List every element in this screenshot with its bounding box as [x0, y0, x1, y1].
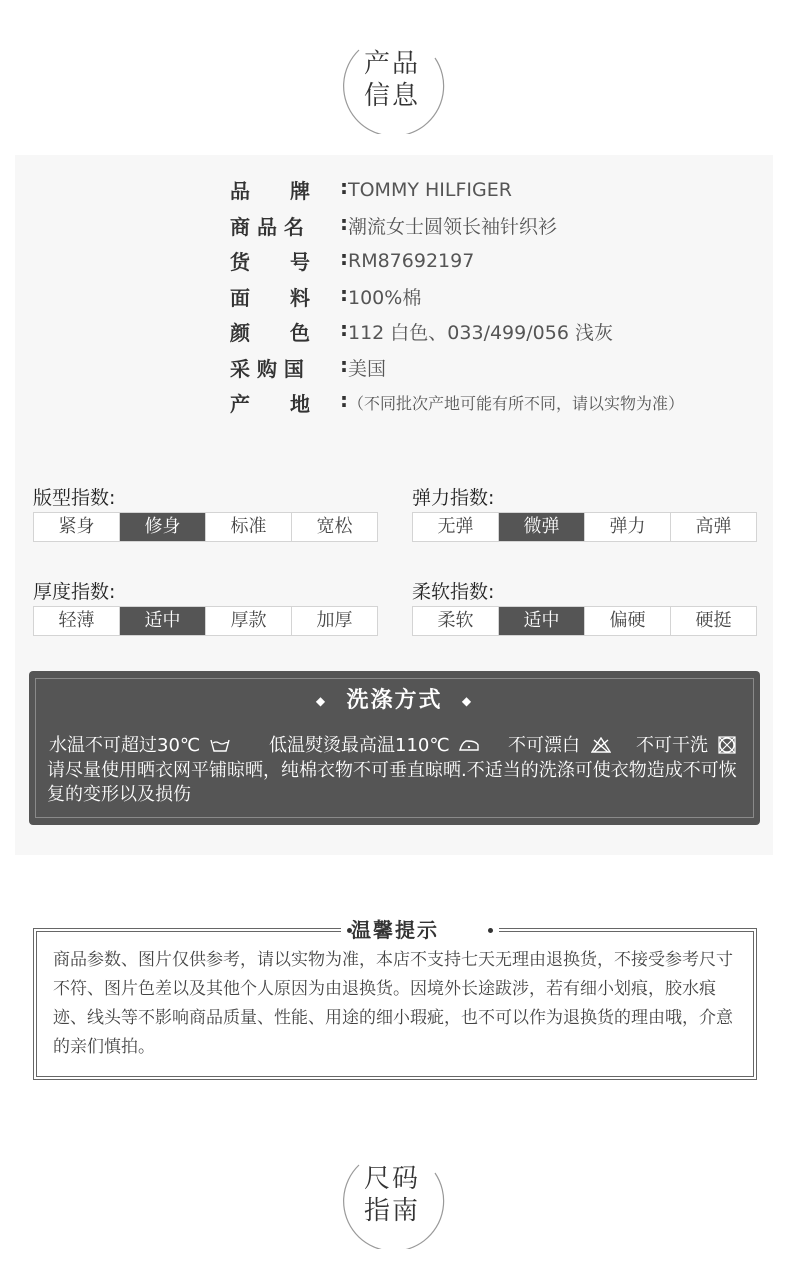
index-title: 柔软指数: — [412, 581, 495, 603]
index-option: 厚款 — [206, 607, 292, 635]
tips-box — [33, 928, 757, 1080]
index-option: 加厚 — [316, 610, 353, 631]
index-option: 紧身 — [34, 513, 120, 541]
info-value: （不同批次产地可能有所不同，请以实物为准） — [348, 394, 685, 414]
index-title: 厚度指数: — [33, 581, 116, 603]
wash-30-icon — [210, 738, 230, 752]
info-value: 美国 — [348, 357, 387, 380]
washing-panel — [29, 671, 760, 825]
tips-text: 商品参数、图片仅供参考，请以实物为准，本店不支持七天无理由退换货，不接受参考尺寸不符、图片色差以及其他个人原因为由退换货。因境外长途跋涉，若有细小划痕，胶水痕迹、线头等不影响商品质量、性能、用途的细小瑕疵，也不可以作为退换货的理由哦，介意的亲们慎拍。 — [53, 950, 733, 1057]
info-label: 面 料 — [230, 285, 310, 310]
index-option: 适中 — [120, 607, 206, 635]
tips-title: 温馨提示 — [351, 918, 439, 942]
info-row-origin: 产 地 : （不同批次产地可能有所不同，请以实物为准） — [230, 388, 685, 417]
index-option: 无弹 — [413, 513, 499, 541]
info-value: TOMMY HILFIGER — [348, 178, 512, 201]
index-option: 柔软 — [413, 607, 499, 635]
care-item: 不可漂白 — [508, 731, 611, 757]
product-info-heading — [339, 28, 445, 134]
index-option: 弹力 — [585, 513, 671, 541]
no-bleach-icon — [591, 737, 611, 753]
info-row-color: 颜 色 : 112 白色、033/499/056 浅灰 — [230, 317, 613, 346]
index-option: 偏硬 — [585, 607, 671, 635]
index-scale — [33, 606, 378, 636]
info-row-brand: 品 牌 : TOMMY HILFIGER — [230, 175, 512, 204]
info-label: 货 号 — [230, 250, 310, 275]
care-item: 水温不可超过30℃ — [49, 731, 230, 757]
index-scale — [412, 606, 757, 636]
index-scale — [33, 512, 378, 542]
info-value: 112 白色、033/499/056 浅灰 — [348, 322, 613, 345]
info-row-name: 商 品 名 : 潮流女士圆领长袖针织衫 — [230, 210, 558, 239]
index-option: 微弹 — [499, 513, 585, 541]
info-label: 品 牌 — [230, 179, 310, 204]
info-value: RM87692197 — [348, 249, 475, 272]
info-label: 商 品 名 — [230, 214, 304, 239]
info-row-fabric: 面 料 : 100%棉 — [230, 281, 422, 310]
product-info-list — [230, 172, 684, 421]
washing-note: 请尽量使用晒衣网平铺晾晒，纯棉衣物不可垂直晾晒.不适当的洗涤可使衣物造成不可恢复的变形以及损伤 — [47, 760, 737, 805]
index-option: 适中 — [499, 607, 585, 635]
info-row-sku: 货 号 : RM87692197 — [230, 246, 475, 275]
index-scale — [412, 512, 757, 542]
softness-index — [412, 577, 757, 636]
heading-line2: 信息 — [363, 81, 420, 111]
info-label: 颜 色 — [230, 321, 310, 346]
iron-low-icon — [458, 738, 480, 752]
no-dryclean-icon — [718, 736, 736, 754]
heading-line2: 指南 — [363, 1196, 420, 1226]
heading-line1: 尺码 — [363, 1164, 420, 1194]
info-row-country: 采 购 国 : 美国 — [230, 352, 387, 381]
index-title: 弹力指数: — [412, 487, 495, 509]
info-label: 采 购 国 — [230, 356, 304, 381]
index-title: 版型指数: — [33, 487, 116, 509]
index-option: 高弹 — [695, 516, 732, 537]
info-value: 100%棉 — [348, 286, 422, 309]
care-item: 低温熨烫最高温110℃ — [269, 731, 480, 757]
index-option: 标准 — [206, 513, 292, 541]
fit-index — [33, 483, 378, 542]
thickness-index — [33, 577, 378, 636]
info-value: 潮流女士圆领长袖针织衫 — [348, 215, 558, 238]
index-option: 宽松 — [316, 516, 353, 537]
elastic-index — [412, 483, 757, 542]
size-guide-heading — [339, 1143, 445, 1249]
washing-title: ◆ 洗涤方式 ◆ — [315, 688, 474, 713]
index-option: 修身 — [120, 513, 206, 541]
index-option: 轻薄 — [34, 607, 120, 635]
index-option: 硬挺 — [695, 610, 732, 631]
heading-line1: 产品 — [363, 49, 420, 79]
care-item: 不可干洗 — [636, 731, 736, 757]
info-label: 产 地 — [230, 392, 310, 417]
